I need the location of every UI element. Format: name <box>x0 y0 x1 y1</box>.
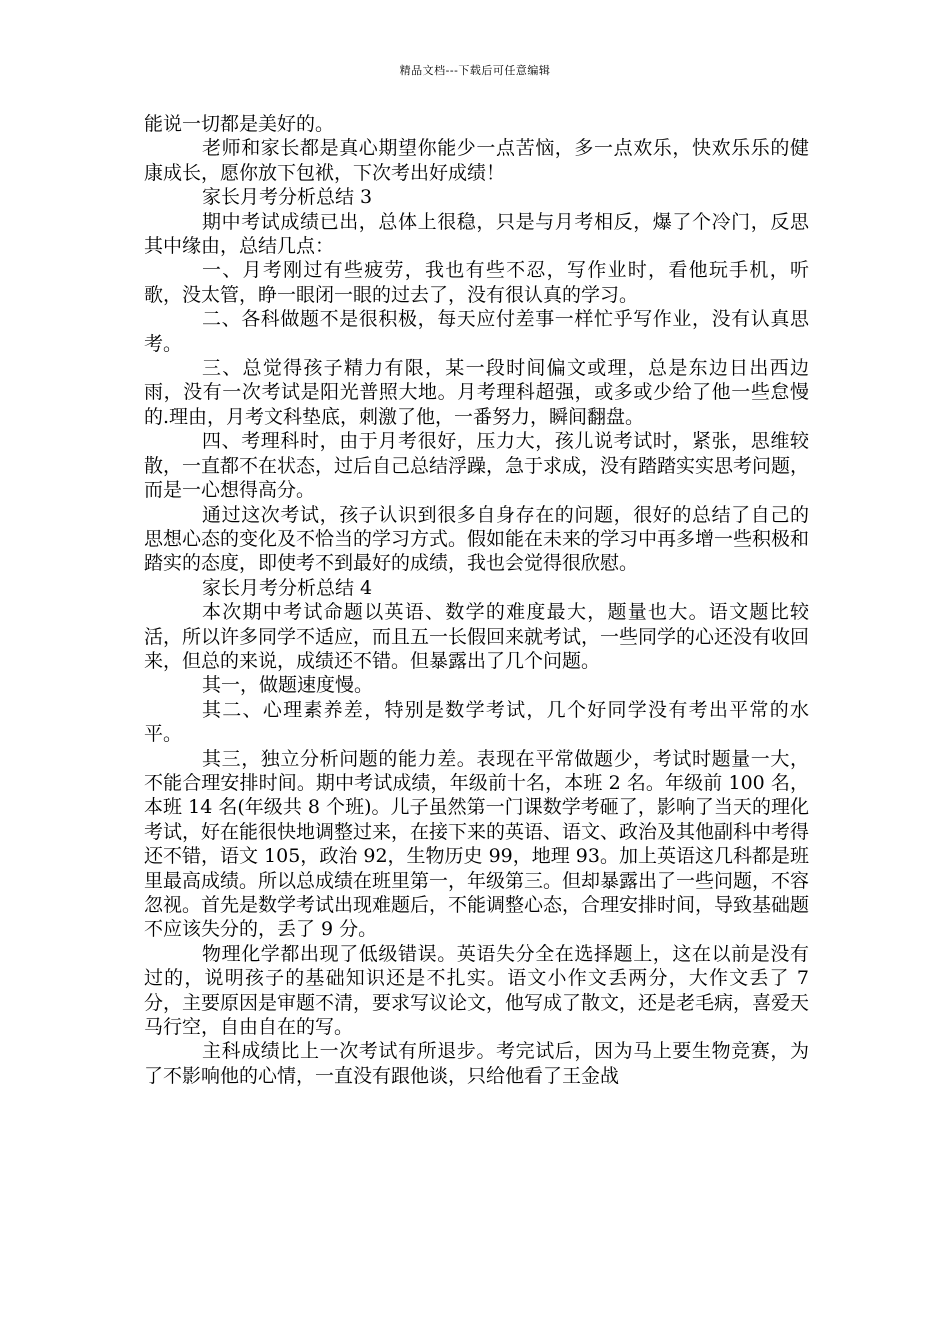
paragraph: 三、总觉得孩子精力有限，某一段时间偏文或理，总是东边日出西边雨，没有一次考试是阳光普照大地。月考理科超强，或多或少给了他一些怠慢的.理由，月考文科垫底，刺激了他，一番努力，瞬间翻盘。 <box>144 357 809 428</box>
paragraph: 老师和家长都是真心期望你能少一点苦恼，多一点欢乐，快欢乐乐的健康成长，愿你放下包袱，下次考出好成绩！ <box>144 137 809 184</box>
section-heading: 家长月考分析总结 4 <box>202 576 373 599</box>
paragraph: 主科成绩比上一次考试有所退步。考完试后，因为马上要生物竞赛，为了不影响他的心情，一直没有跟他谈，只给他看了王金战 <box>144 1040 809 1087</box>
paragraph: 通过这次考试，孩子认识到很多自身存在的问题，很好的总结了自己的思想心态的变化及不恰当的学习方式。假如能在未来的学习中再多增一些积极和踏实的态度，即使考不到最好的成绩，我也会觉得很欣慰。 <box>144 503 810 575</box>
paragraph: 其一，做题速度慢。 <box>202 674 374 697</box>
document-body <box>144 112 809 1088</box>
paragraph: 其三，独立分析问题的能力差。表现在平常做题少，考试时题量一大，不能合理安排时间。期中考试成绩，年级前十名，本班 2 名。年级前 100 名，本班 14 名(年级共 8 个班)。儿子虽然第一门课数学考砸了，影响了当天的理化考试，好在能很快地调整过来，在接下来的英语、语文、政治及其他副科中考得还不错，语文 105，政治 92，生物历史 99，地理 93。加上英语这几科都是班里最高成绩。所以总成绩在班里第一，年级第三。但却暴露出了一些问题，不容忽视。首先是数学考试出现难题后，不能调整心态，合理安排时间，导致基础题不应该失分的，丢了 9 分。 <box>144 747 810 941</box>
paragraph: 其二、心理素养差，特别是数学考试，几个好同学没有考出平常的水平。 <box>144 698 809 746</box>
paragraph: 本次期中考试命题以英语、数学的难度最大，题量也大。语文题比较活，所以许多同学不适应，而且五一长假回来就考试，一些同学的心还没有收回来，但总的来说，成绩还不错。但暴露出了几个问题。 <box>144 601 810 672</box>
paragraph: 物理化学都出现了低级错误。英语失分全在选择题上，这在以前是没有过的，说明孩子的基础知识还是不扎实。语文小作文丢两分，大作文丢了 7 分，主要原因是审题不清，要求写议论文，他写成了散文，还是老毛病，喜爱天马行空，自由自在的写。 <box>144 942 810 1039</box>
paragraph: 二、各科做题不是很积极，每天应付差事一样忙乎写作业，没有认真思考。 <box>144 308 809 355</box>
page-header: 精品文档---下载后可任意编辑 <box>399 64 551 77</box>
paragraph: 能说一切都是美好的。 <box>144 113 335 135</box>
paragraph: 一、月考刚过有些疲劳，我也有些不忍，写作业时，看他玩手机，听歌，没太管，睁一眼闭一眼的过去了，没有很认真的学习。 <box>144 259 809 306</box>
paragraph: 四、考理科时，由于月考很好，压力大，孩儿说考试时，紧张，思维较散，一直都不在状态，过后自己总结浮躁，急于求成，没有踏踏实实思考问题，而是一心想得高分。 <box>144 430 810 502</box>
paragraph: 期中考试成绩已出，总体上很稳，只是与月考相反，爆了个冷门，反思其中缘由，总结几点： <box>144 210 809 258</box>
section-heading: 家长月考分析总结 3 <box>202 186 373 209</box>
